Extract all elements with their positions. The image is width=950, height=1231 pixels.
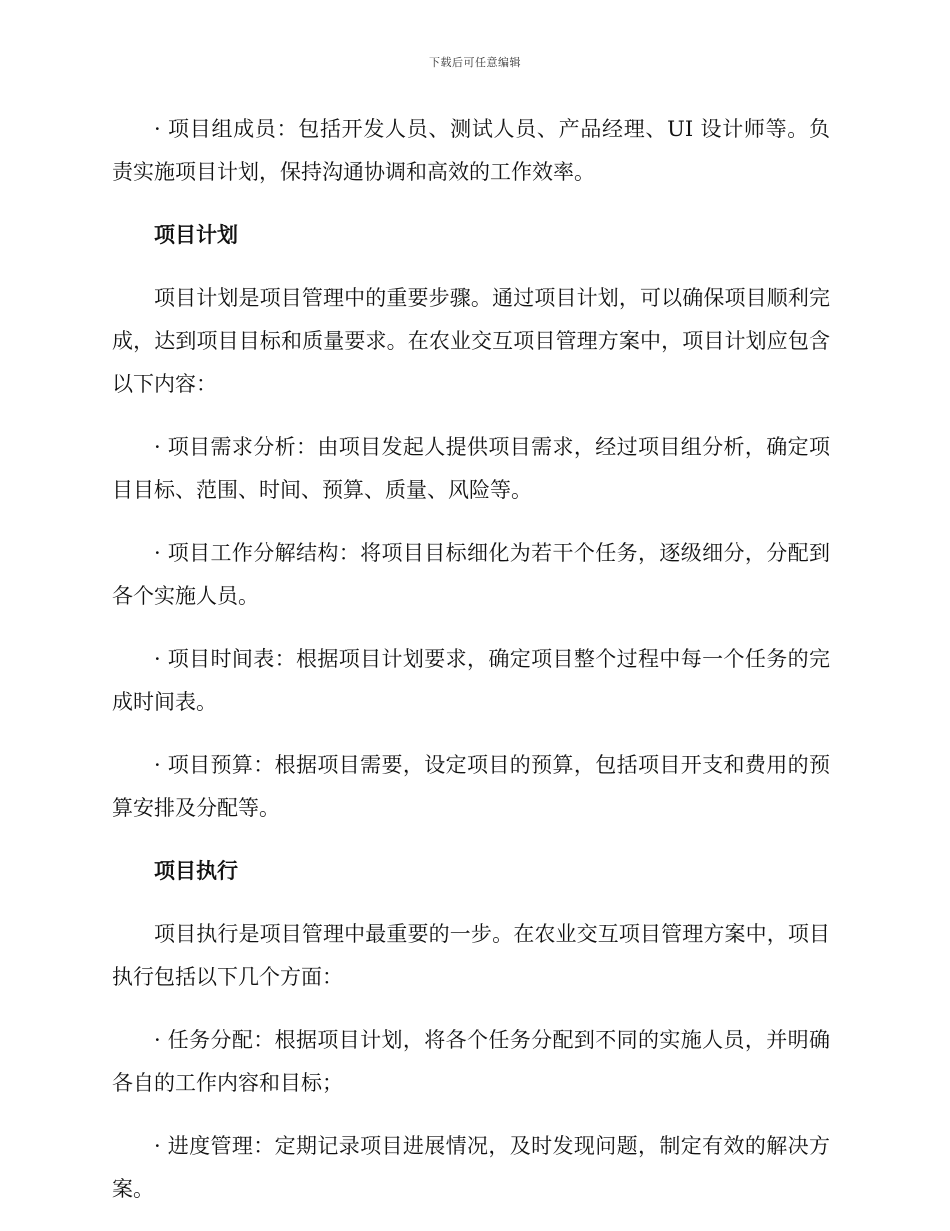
paragraph-timeline: · 项目时间表：根据项目计划要求，确定项目整个过程中每一个任务的完成时间表。 xyxy=(112,647,830,714)
document-body xyxy=(112,108,830,1231)
paragraph-execution-intro: 项目执行是项目管理中最重要的一步。在农业交互项目管理方案中，项目执行包括以下几个方面： xyxy=(112,922,830,989)
paragraph-requirements-analysis: · 项目需求分析：由项目发起人提供项目需求，经过项目组分析，确定项目目标、范围、时间、预算、质量、风险等。 xyxy=(112,435,830,502)
page-header: 下载后可任意编辑 xyxy=(429,56,521,69)
paragraph-work-breakdown: · 项目工作分解结构：将项目目标细化为若干个任务，逐级细分，分配到各个实施人员。 xyxy=(112,541,830,608)
section-heading-project-plan: 项目计划 xyxy=(154,223,238,247)
paragraph-budget: · 项目预算：根据项目需要，设定项目的预算，包括项目开支和费用的预算安排及分配等。 xyxy=(112,753,830,820)
paragraph-task-assignment: · 任务分配：根据项目计划，将各个任务分配到不同的实施人员，并明确各自的工作内容和目标； xyxy=(112,1028,830,1095)
section-heading-project-execution: 项目执行 xyxy=(154,859,238,883)
paragraph-plan-intro: 项目计划是项目管理中的重要步骤。通过项目计划，可以确保项目顺利完成，达到项目目标和质量要求。在农业交互项目管理方案中，项目计划应包含以下内容： xyxy=(112,286,830,396)
paragraph-team-members: · 项目组成员：包括开发人员、测试人员、产品经理、UI 设计师等。负责实施项目计划，保持沟通协调和高效的工作效率。 xyxy=(112,117,830,184)
paragraph-progress-management: · 进度管理：定期记录项目进展情况，及时发现问题，制定有效的解决方案。 xyxy=(112,1134,830,1201)
